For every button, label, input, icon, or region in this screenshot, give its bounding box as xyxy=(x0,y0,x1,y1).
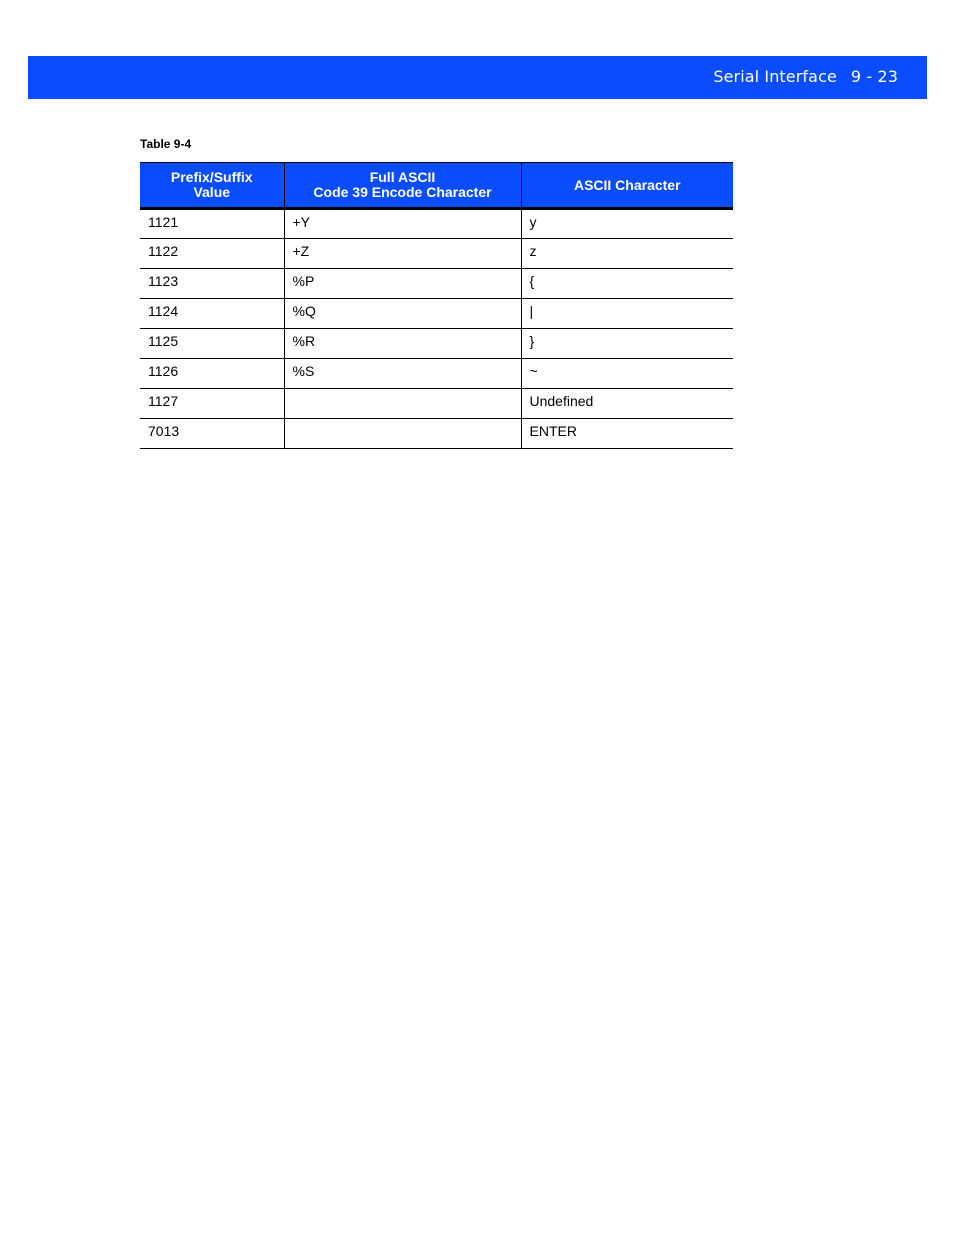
cell-ascii: | xyxy=(521,299,733,329)
cell-ascii: ENTER xyxy=(521,419,733,449)
table-row xyxy=(140,359,733,389)
table-row xyxy=(140,419,733,449)
column-header-line: Code 39 Encode Character xyxy=(313,184,492,200)
cell-value: 1122 xyxy=(140,239,284,269)
cell-code39: +Y xyxy=(284,209,521,239)
cell-value: 1121 xyxy=(140,209,284,239)
column-header-line: Prefix/Suffix xyxy=(170,169,253,185)
running-header xyxy=(713,67,898,86)
cell-code39: %S xyxy=(284,359,521,389)
cell-value: 1125 xyxy=(140,329,284,359)
table-caption: Table 9-4 xyxy=(140,137,192,151)
cell-ascii: ~ xyxy=(521,359,733,389)
cell-value: 1124 xyxy=(140,299,284,329)
table-header-row xyxy=(140,163,733,209)
table-row xyxy=(140,239,733,269)
page-number: 9 - 23 xyxy=(850,67,898,86)
cell-code39: %P xyxy=(284,269,521,299)
cell-value: 1127 xyxy=(140,389,284,419)
cell-ascii: Undefined xyxy=(521,389,733,419)
cell-value: 1123 xyxy=(140,269,284,299)
cell-code39 xyxy=(284,419,521,449)
cell-ascii: y xyxy=(521,209,733,239)
page-header-bar xyxy=(28,56,927,99)
cell-code39: +Z xyxy=(284,239,521,269)
table-row xyxy=(140,329,733,359)
cell-code39: %R xyxy=(284,329,521,359)
column-header-value xyxy=(140,163,284,209)
column-header-line: Full ASCII xyxy=(369,169,436,185)
cell-ascii: z xyxy=(521,239,733,269)
cell-value: 7013 xyxy=(140,419,284,449)
table-row xyxy=(140,209,733,239)
cell-ascii: } xyxy=(521,329,733,359)
column-header-line: Value xyxy=(193,184,231,200)
cell-code39: %Q xyxy=(284,299,521,329)
ascii-table xyxy=(140,162,733,449)
column-header-code39 xyxy=(284,163,521,209)
cell-code39 xyxy=(284,389,521,419)
table-row xyxy=(140,269,733,299)
column-header-line: ASCII Character xyxy=(573,176,681,193)
table-row xyxy=(140,389,733,419)
column-header-ascii xyxy=(521,163,733,209)
cell-value: 1126 xyxy=(140,359,284,389)
section-title: Serial Interface xyxy=(713,67,837,86)
table-row xyxy=(140,299,733,329)
cell-ascii: { xyxy=(521,269,733,299)
